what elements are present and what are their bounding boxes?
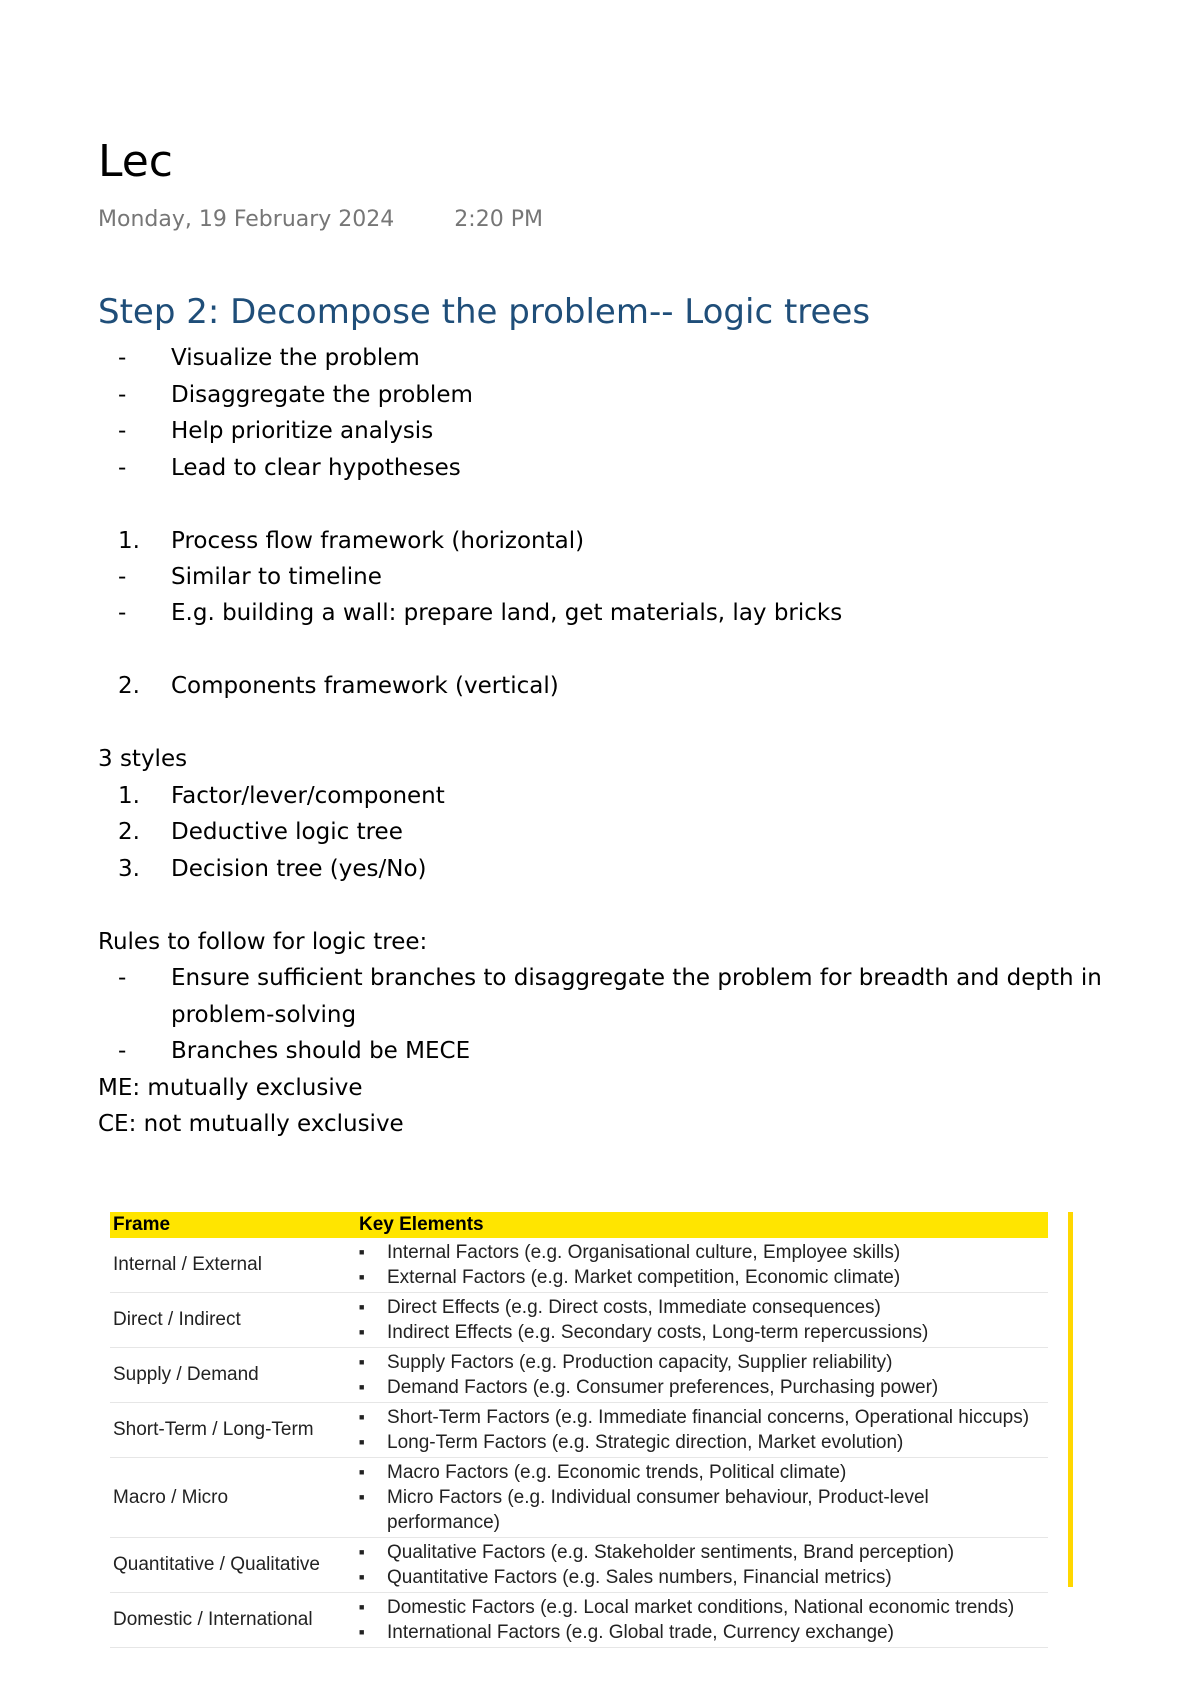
- frame-cell: Short-Term / Long-Term: [110, 1403, 356, 1458]
- rule-item: Ensure sufficient branches to disaggregate the problem for breadth and depth in: [171, 965, 1102, 991]
- dash-marker: -: [118, 382, 127, 408]
- table-edge-bar: [1068, 1212, 1073, 1587]
- key-elements-cell: [356, 1403, 1048, 1458]
- key-element-item: ■ Supply Factors (e.g. Production capacity, Supplier reliability): [387, 1350, 1045, 1375]
- rule-item-continuation: problem-solving: [171, 1002, 357, 1028]
- list-number: 2.: [118, 673, 140, 699]
- table-header-frame: Frame: [110, 1212, 356, 1238]
- key-element-item: ■ Demand Factors (e.g. Consumer preferences, Purchasing power): [387, 1375, 1045, 1400]
- key-elements-cell: [356, 1458, 1048, 1538]
- list-number: 1.: [118, 528, 140, 554]
- framework-sub-item: E.g. building a wall: prepare land, get materials, lay bricks: [171, 600, 843, 626]
- frame-cell: Supply / Demand: [110, 1348, 356, 1403]
- frame-cell: Direct / Indirect: [110, 1293, 356, 1348]
- key-element-item: ■ External Factors (e.g. Market competition, Economic climate): [387, 1265, 1045, 1290]
- framework-item: Process flow framework (horizontal): [171, 528, 585, 554]
- key-elements-cell: [356, 1538, 1048, 1593]
- frames-table-image: [110, 1212, 1075, 1643]
- dash-marker: -: [118, 600, 127, 626]
- style-item: Decision tree (yes/No): [171, 856, 427, 882]
- dash-marker: -: [118, 965, 127, 991]
- key-element-item: ■ Direct Effects (e.g. Direct costs, Immediate consequences): [387, 1295, 1045, 1320]
- note-time: 2:20 PM: [454, 207, 543, 232]
- key-element-item: ■ Long-Term Factors (e.g. Strategic direction, Market evolution): [387, 1430, 1045, 1455]
- note-date: Monday, 19 February 2024: [98, 207, 395, 232]
- key-elements-cell: [356, 1293, 1048, 1348]
- frame-cell: Internal / External: [110, 1238, 356, 1293]
- bullet-item: Disaggregate the problem: [171, 382, 473, 408]
- table-header-key-elements: Key Elements: [356, 1212, 1048, 1238]
- table-row: [110, 1348, 1048, 1403]
- key-element-item: ■ Indirect Effects (e.g. Secondary costs, Long-term repercussions): [387, 1320, 1045, 1345]
- table-row: [110, 1538, 1048, 1593]
- table-row: [110, 1403, 1048, 1458]
- table-row: [110, 1238, 1048, 1293]
- rule-item: Branches should be MECE: [171, 1038, 471, 1064]
- bullet-item: Visualize the problem: [171, 345, 420, 371]
- key-element-item: ■ Macro Factors (e.g. Economic trends, Political climate): [387, 1460, 1045, 1485]
- key-element-item: ■ International Factors (e.g. Global trade, Currency exchange): [387, 1620, 1045, 1645]
- section-heading: Step 2: Decompose the problem-- Logic trees: [98, 292, 871, 332]
- bullet-item: Help prioritize analysis: [171, 418, 434, 444]
- key-element-item: ■ Domestic Factors (e.g. Local market conditions, National economic trends): [387, 1595, 1045, 1620]
- key-elements-cell: [356, 1348, 1048, 1403]
- key-element-item: ■ Short-Term Factors (e.g. Immediate financial concerns, Operational hiccups): [387, 1405, 1045, 1430]
- list-number: 2.: [118, 819, 140, 845]
- style-item: Factor/lever/component: [171, 783, 445, 809]
- frames-table: [110, 1212, 1048, 1648]
- dash-marker: -: [118, 455, 127, 481]
- key-element-item: ■ Quantitative Factors (e.g. Sales numbers, Financial metrics): [387, 1565, 1045, 1590]
- key-element-item: ■ Qualitative Factors (e.g. Stakeholder sentiments, Brand perception): [387, 1540, 1045, 1565]
- dash-marker: -: [118, 345, 127, 371]
- dash-marker: -: [118, 564, 127, 590]
- key-elements-cell: [356, 1238, 1048, 1293]
- key-element-item: ■ Micro Factors (e.g. Individual consumer behaviour, Product-level performance): [387, 1485, 1045, 1535]
- framework-item: Components framework (vertical): [171, 673, 559, 699]
- styles-title: 3 styles: [98, 746, 188, 772]
- page-title: Lec: [98, 136, 174, 187]
- table-row: [110, 1293, 1048, 1348]
- key-elements-cell: [356, 1593, 1048, 1648]
- dash-marker: -: [118, 418, 127, 444]
- key-element-item: ■ Internal Factors (e.g. Organisational culture, Employee skills): [387, 1240, 1045, 1265]
- me-definition: ME: mutually exclusive: [98, 1075, 363, 1101]
- ce-definition: CE: not mutually exclusive: [98, 1111, 404, 1137]
- frame-cell: Quantitative / Qualitative: [110, 1538, 356, 1593]
- frame-cell: Domestic / International: [110, 1593, 356, 1648]
- framework-sub-item: Similar to timeline: [171, 564, 382, 590]
- style-item: Deductive logic tree: [171, 819, 403, 845]
- table-row: [110, 1593, 1048, 1648]
- bullet-item: Lead to clear hypotheses: [171, 455, 461, 481]
- rules-title: Rules to follow for logic tree:: [98, 929, 428, 955]
- list-number: 1.: [118, 783, 140, 809]
- list-number: 3.: [118, 856, 140, 882]
- table-row: [110, 1458, 1048, 1538]
- frame-cell: Macro / Micro: [110, 1458, 356, 1538]
- note-timestamp: [98, 207, 543, 232]
- dash-marker: -: [118, 1038, 127, 1064]
